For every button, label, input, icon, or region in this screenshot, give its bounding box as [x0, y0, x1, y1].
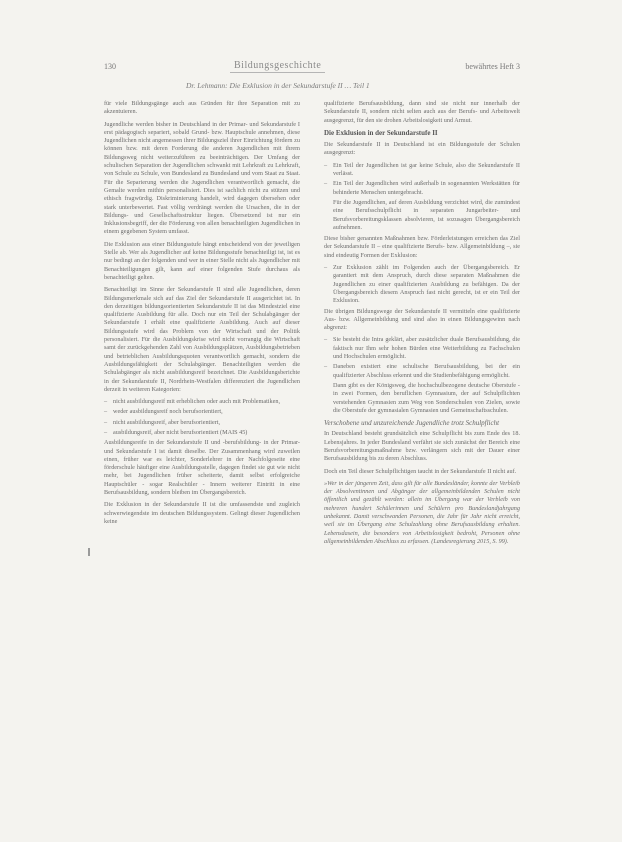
paragraph: Die Sekundarstufe II in Deutschland ist ein Bildungsstufe der Schulen ausgegrenzt: [324, 141, 520, 157]
paragraph: Jugendliche werden bisher in Deutschland in der Primar- und Sekundarstufe I erst pädagogisch separiert, sobald Grund- bzw. Hauptschule annehmen, diese Jugendlichen nicht angemessen ihrer Bildungsziel ihrer Einrichtung fördern zu können bzw. mit deren Forderung die anderen Jugendlichen mit ihrem Bildungsweg nicht weiterzuführen zu beeinträchtigen. Der Umfang der schulischen Separation der Jugendlichen schwankt mit Lehrkraft zu Lehrkraft, von Schule zu Schule, von Bundesland zu Bundesland und vom Staat zu Staat. Für die Separierung werden die Jugendlichen verantwortlich gemacht, die Gemalte werden mithin personalisiert. Dies ist sachlich nicht zu stützen und ethisch fragwürdig. Diskriminierung handelt, wird dagegen übersehen oder stark unterbewertet. Fast völlig verdrängt werden die Ursachen, die in der Bildungs- und Gesellschaftsstruktur liegen. Übersetzend ist nur ein Inklusionsbegriff, der die Förderung von allen benachteiligten Jugendlichen in einem gegebenen System umfasst. [104, 120, 300, 236]
paragraph: Diese bisher genannten Maßnahmen bzw. Förderleistungen erreichen das Ziel der Sekundarstufe II – eine qualifizierte Berufs- bzw. Allgemeinbildung –, sie sind eindeutig Formen der Exklusion: [324, 235, 520, 259]
list-item: – ausbildungsreif, aber nicht berufsorientiert (MAIS 45) [104, 428, 248, 436]
issue-label: bewährtes Heft 3 [465, 62, 520, 71]
paragraph: Ausbildungsreife in der Sekundarstufe II und -berufsbildung- in der Primar- und Sekundarstufe I ist damit dieselbe. Der Zusammenhang wird zuweilen einen, früher war es leichter, Sonderlehrer in der Nachfolgeseite eine förderschule häufiger eine Ausbildungsstelle, dagegen findet sie gut wie nicht mehr, bei Jugendlichen früher scheiterte, damit selbst erfolgreiche Hauptschüler - sogar Realschüler - Innern weiterer Eintritt in eine Berufsausbildung, sondern bleiben im Übergangsbereich. [104, 439, 300, 497]
list-item: – nicht ausbildungsreif, aber berufsorientiert, [104, 418, 221, 426]
paragraph: Die Exklusion in der Sekundarstufe II ist die umfassendste und zugleich schwerwiegendste im deutschen Bildungssystem. Gelingt dieser Jugendlichen keine [104, 501, 300, 525]
list-note: Für die Jugendlichen, auf deren Ausbildung verzichtet wird, die zumindest eine Berufsschulpflicht in separaten Jungarbeiter- und Berufsvorbereitungsklassen absolvieren, ist sozusagen Übergangsbereich aufnehmen. [333, 198, 520, 231]
paragraph: Die Exklusion aus einer Bildungsstufe hängt entscheidend von der jeweiligen Stelle ab. Wer als Jugendlicher auf keine Bildungsstufe benachteiligt ist, ist es nur bedingt an der folgenden und wer in einer Stelle nicht als Jugendlicher mit Benachteiligungen gilt, kann auf einer folgenden Stufe durchaus als benachteiligt gelten. [104, 240, 300, 281]
list-item: – Sie besteht die Intra geklärt, aber zusätzlicher duale Berufsausbildung, die faktisch nur Ihm sehr hohen Bürden eine Weiterbildung zu Fachschulen und Hochschulen ermöglicht. [324, 336, 520, 361]
paragraph: für viele Bildungsgänge auch aus Gründen für ihre Separation mit zu akzentuieren. [104, 100, 300, 116]
paragraph: Benachteiligt im Sinne der Sekundarstufe II sind alle Jugendlichen, deren Bildungsmerkmale sich auf das Ziel der Sekundarstufe II ausgerichtet ist. In den derzeitigen bildungsorientierten Sekundarstufe II ist das Mindestziel eine qualifizierte Ausbildung für alle. Doch nur ein Teil der Schulabgänger der Sekundarstufe I erhält eine qualifizierte Ausbildung. Auch auf dieser Bildungsstufe wird das Problem von der Wirtschaft und der Politik personalisiert. Für die Ausbildungskrise wird nicht vorrangig die Wirtschaft samt der zurückgehenden Zahl von Ausbildungsplätzen, Ausbildungsbetrieben und betrieblichen Ausbildungsquoten verantwortlich gemacht, sondern die Ausbildungsfähigkeit der Schulabgänger. Benachteiligten werden die Schulabgänger als nicht ausbildungsreif bezeichnet. Die Ausbildungsberichte in der Sekundarstufe II, Nordrhein-Westfalen differenziert die Jugendlichen derzeit in weiteren Kategorien: [104, 286, 300, 393]
list-item: – Ein Teil der Jugendlichen ist gar keine Schule, also die Sekundarstufe II verlässt. [324, 161, 520, 178]
list-item: – weder ausbildungsreif noch berufsorientiert, [104, 408, 223, 416]
list-item: – Daneben existiert eine schulische Berufsausbildung, bei der ein qualifizierter Abschluss erkennt und die Studienbefähigung ermöglicht. [324, 363, 520, 379]
subsection-heading: Verschobene und unzureichende Jugendliche trotz Schulpflicht [324, 419, 500, 428]
running-title: Dr. Lehmann: Die Exklusion in der Sekundarstufe II … Teil 1 [186, 81, 370, 90]
page-number: 130 [104, 62, 116, 71]
margin-mark [88, 548, 90, 556]
list-item: – Ein Teil der Jugendlichen wird außerhalb in sogenannten Werkstätten für behinderte Menschen untergebracht. [324, 180, 520, 196]
section-heading: Die Exklusion in der Sekundarstufe II [324, 128, 438, 137]
paragraph: qualifizierte Berufsausbildung, dann sind sie nicht nur innerhalb der Sekundarstufe II, sondern nicht selten auch aus der Berufs- und Arbeitswelt ausgegrenzt, für den sie drohen Arbeitslosigkeit und Armut. [324, 100, 520, 124]
list-item: – Zur Exklusion zählt im Folgenden auch der Übergangsbereich. Er garantiert mit dem Anspruch, durch diese separaten Maßnahmen die Jugendlichen zu einer qualifizierten Ausbildung zu befähigen. Da der Übergangsbereich diesem Anspruch fast nicht gerecht, ist er ein Teil der Exklusion. [324, 264, 520, 305]
list-note: Dann gibt es der Königsweg, die hochschulbezogene deutsche Oberstufe - in zwei Formen, den beruflichen Gymnasium, der auf Schulpflichten verstehenden Gymnasien zum Weg von Sonderschulen von Zielen, sowie die Oberstufe der gymnasialen Gymnasien und Gemeinschaftsschulen. [333, 381, 520, 414]
paragraph: Doch ein Teil dieser Schulpflichtigen taucht in der Sekundarstufe II nicht auf. [324, 467, 517, 475]
paragraph: In Deutschland besteht grundsätzlich eine Schulpflicht bis zum Ende des 18. Lebensjahres. In jeder Bundesland verfährt sie sich zunächst der Bereich eine Berufsvorbereitungsmaßnahme bzw. verlängern sich mit der Dauer einer Berufsausbildung bis zu deren Abschluss. [324, 430, 520, 463]
list-item: – nicht ausbildungsreif mit erheblichen oder auch mit Problematiken, [104, 398, 281, 406]
paragraph: Die übrigen Bildungswege der Sekundarstufe II vermitteln eine qualifizierte Aus- bzw. Allgemeinbildung und sind also in einen Bildungsgewinn nach abgrenzt: [324, 307, 520, 332]
page-header [104, 62, 520, 80]
journal-logo: Bildungsgeschichte [230, 60, 325, 73]
left-column [104, 100, 300, 530]
quotation: »Wer in der jüngeren Zeit, dass gilt für alle Bundesländer, konnte der Verbleib der Absolventinnen und Abgänger der allgemeinbildenden Schulen nicht öffentlich und gezählt werden: allein im Übergang war der Verbleib von mehreren hundert Schülerinnen und Schülern pro Bundeslandjahrgang unbekannt. Damit verschwanden Personen, die Jahr für Jahr nicht erreicht, weil sie im Übergang eine Schulzahlung ohne Berufsausbildung erhalten. Lebensdasein, die besonders von Arbeitslosigkeit bedroht, Personen ohne allgemeinbildenden Abschluss zu erfassen. (Landesregierung 2015, S. 99). [324, 479, 520, 545]
right-column [324, 100, 520, 550]
